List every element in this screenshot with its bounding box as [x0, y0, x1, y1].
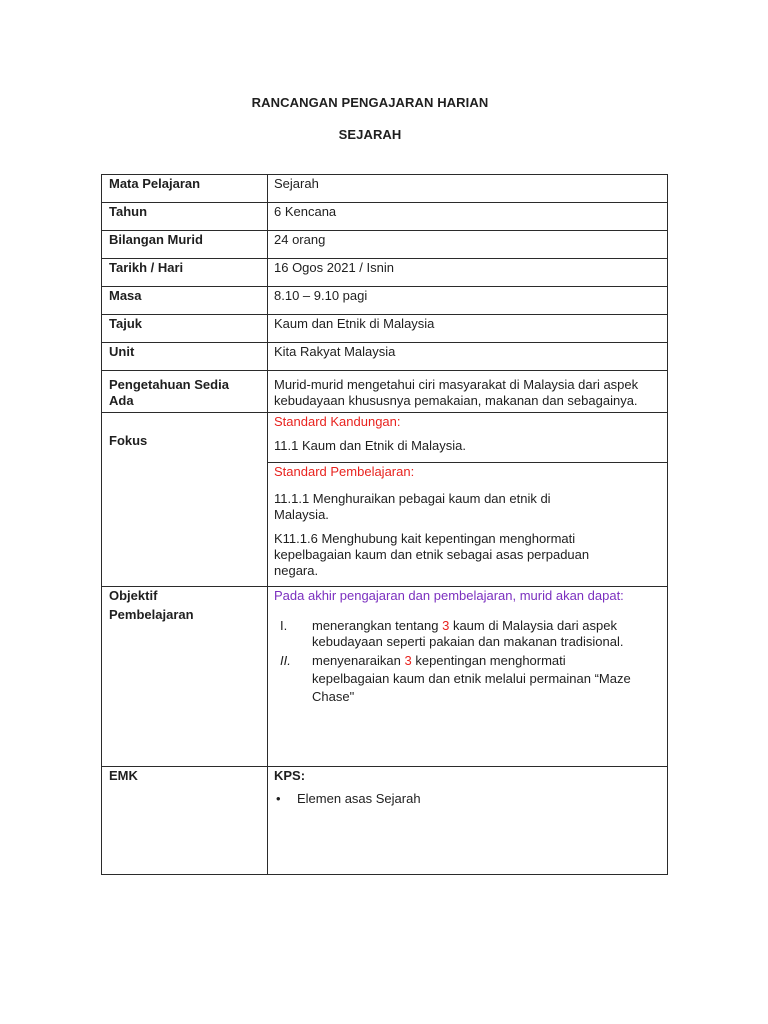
label-bilangan-murid: Bilangan Murid	[109, 232, 203, 247]
value-tahun: 6 Kencana	[274, 204, 337, 219]
sp2-line1: K11.1.6 Menghubung kait kepentingan menghormati	[274, 531, 576, 546]
row-label	[102, 203, 268, 231]
row-value	[268, 371, 668, 413]
row-value	[268, 203, 668, 231]
label-fokus: Fokus	[109, 433, 148, 448]
subject-title: SEJARAH	[338, 127, 402, 142]
label-emk: EMK	[109, 768, 138, 783]
row-label	[102, 287, 268, 315]
label-objektif-line2: Pembelajaran	[109, 607, 194, 622]
bullet-icon: •	[276, 791, 281, 806]
table-row	[102, 587, 668, 767]
table-row	[102, 315, 668, 343]
item-text: menerangkan tentang	[312, 618, 443, 633]
list-number: II.	[280, 653, 291, 668]
item-text: kepentingan menghormati	[411, 653, 566, 668]
value-tajuk: Kaum dan Etnik di Malaysia	[274, 316, 435, 331]
label-pengetahuan-line1: Pengetahuan Sedia	[109, 377, 229, 392]
item-text-line3: Chase"	[312, 689, 355, 704]
table-row	[102, 287, 668, 315]
row-value	[268, 259, 668, 287]
label-tahun: Tahun	[109, 204, 148, 219]
value-masa: 8.10 – 9.10 pagi	[274, 288, 368, 303]
row-label	[102, 259, 268, 287]
table-row	[102, 413, 668, 463]
lesson-plan-table	[101, 174, 668, 875]
kps-item-text: Elemen asas Sejarah	[297, 791, 421, 806]
standard-kandungan-text: 11.1 Kaum dan Etnik di Malaysia.	[274, 438, 466, 453]
label-objektif-line1: Objektif	[109, 588, 158, 603]
label-unit: Unit	[109, 344, 135, 359]
item-text-line2: kepelbagaian kaum dan etnik melalui permainan “Maze	[312, 671, 631, 686]
row-label	[102, 413, 268, 587]
value-bilangan-murid: 24 orang	[274, 232, 326, 247]
row-label	[102, 587, 268, 767]
row-value	[268, 287, 668, 315]
sp2-line3: negara.	[274, 563, 319, 578]
table-row	[102, 259, 668, 287]
standard-pembelajaran-heading: Standard Pembelajaran:	[274, 464, 415, 479]
kps-list	[274, 791, 661, 807]
value-mata-pelajaran: Sejarah	[274, 176, 319, 191]
row-label	[102, 315, 268, 343]
row-label	[102, 371, 268, 413]
label-tajuk: Tajuk	[109, 316, 142, 331]
row-label	[102, 767, 268, 875]
item-highlight: 3	[442, 618, 450, 633]
list-number: I.	[280, 618, 288, 633]
document-title: RANCANGAN PENGAJARAN HARIAN	[251, 95, 489, 110]
row-value	[268, 231, 668, 259]
row-label	[102, 343, 268, 371]
table-row	[102, 175, 668, 203]
row-value	[268, 343, 668, 371]
item-text: menyenaraikan	[312, 653, 405, 668]
objektif-cell	[268, 587, 668, 767]
standard-kandungan-heading: Standard Kandungan:	[274, 414, 401, 429]
item-highlight: 3	[404, 653, 412, 668]
emk-cell	[268, 767, 668, 875]
row-label	[102, 175, 268, 203]
value-tarikh-hari: 16 Ogos 2021 / Isnin	[274, 260, 394, 275]
label-mata-pelajaran: Mata Pelajaran	[109, 176, 201, 191]
table-row	[102, 371, 668, 413]
list-item	[274, 653, 661, 705]
sp2-line2: kepelbagaian kaum dan etnik sebagai asas perpaduan	[274, 547, 590, 562]
table-row	[102, 203, 668, 231]
label-pengetahuan-line2: Ada	[109, 393, 134, 408]
table-row	[102, 767, 668, 875]
row-value	[268, 175, 668, 203]
label-tarikh-hari: Tarikh / Hari	[109, 260, 184, 275]
kps-heading: KPS:	[274, 768, 306, 783]
objektif-list	[274, 618, 661, 705]
value-unit: Kita Rakyat Malaysia	[274, 344, 396, 359]
item-text-line2: kebudayaan seperti pakaian dan makanan tradisional.	[312, 634, 624, 649]
sp1-line2: Malaysia.	[274, 507, 329, 522]
row-label	[102, 231, 268, 259]
objektif-intro: Pada akhir pengajaran dan pembelajaran, murid akan dapat:	[274, 588, 624, 603]
list-item	[274, 791, 661, 807]
standard-pembelajaran-cell	[268, 463, 668, 587]
standard-kandungan-cell	[268, 413, 668, 463]
label-masa: Masa	[109, 288, 142, 303]
list-item	[274, 618, 661, 650]
value-pengetahuan-line1: Murid-murid mengetahui ciri masyarakat di Malaysia dari aspek	[274, 377, 639, 392]
value-pengetahuan-line2: kebudayaan khususnya pemakaian, makanan dan sebagainya.	[274, 393, 638, 408]
table-row	[102, 231, 668, 259]
item-text: kaum di Malaysia dari aspek	[449, 618, 617, 633]
sp1-line1: 11.1.1 Menghuraikan pebagai kaum dan etnik di	[274, 491, 551, 506]
table-row	[102, 343, 668, 371]
row-value	[268, 315, 668, 343]
